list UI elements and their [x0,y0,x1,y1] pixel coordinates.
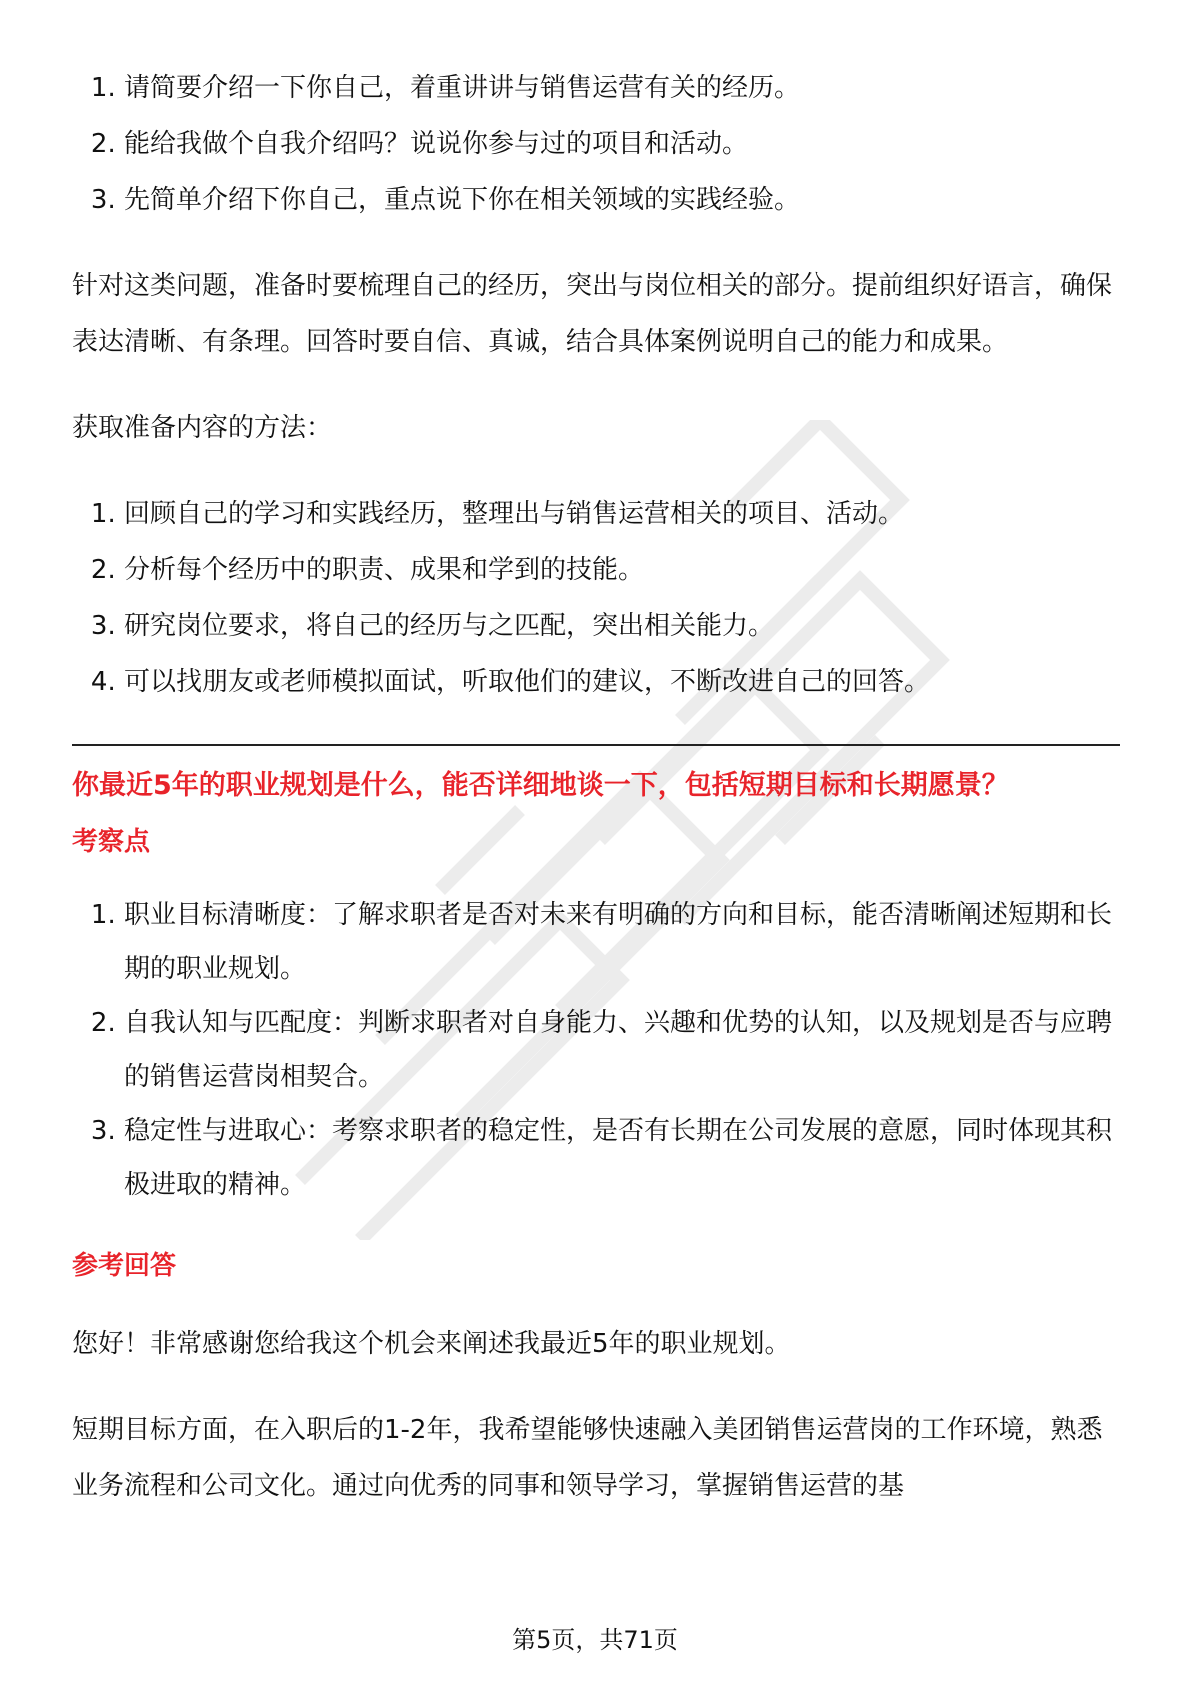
page-number-footer: 第5页，共71页 [512,1626,678,1654]
main-content [72,60,1120,1514]
answer-paragraph: 您好！非常感谢您给我这个机会来阐述我最近5年的职业规划。 [72,1329,791,1359]
list-item: 1. 回顾自己的学习和实践经历，整理出与销售运营相关的项目、活动。 [124,486,1120,542]
answer-heading: 参考回答 [72,1251,177,1281]
list-item: 2. 自我认知与匹配度：判断求职者对自身能力、兴趣和优势的认知，以及规划是否与应聘的销售运营岗相契合。 [124,996,1120,1104]
list-item: 3. 先简单介绍下你自己，重点说下你在相关领域的实践经验。 [124,172,1120,228]
intro-questions-list [72,60,1120,228]
answer-paragraph: 短期目标方面，在入职后的1-2年，我希望能够快速融入美团销售运营岗的工作环境，熟悉业务流程和公司文化。通过向优秀的同事和领导学习，掌握销售运营的基 [72,1415,1103,1501]
list-item: 2. 能给我做个自我介绍吗？说说你参与过的项目和活动。 [124,116,1120,172]
criteria-list [72,888,1120,1212]
methods-list [72,486,1120,710]
section-divider [72,744,1120,746]
criteria-heading: 考察点 [72,827,151,857]
list-item: 2. 分析每个经历中的职责、成果和学到的技能。 [124,542,1120,598]
list-item: 1. 请简要介绍一下你自己，着重讲讲与销售运营有关的经历。 [124,60,1120,116]
list-item: 1. 职业目标清晰度：了解求职者是否对未来有明确的方向和目标，能否清晰阐述短期和长期的职业规划。 [124,888,1120,996]
interview-question-title: 你最近5年的职业规划是什么，能否详细地谈一下，包括短期目标和长期愿景？ [72,770,1009,801]
methods-heading: 获取准备内容的方法： [72,413,333,443]
list-item: 4. 可以找朋友或老师模拟面试，听取他们的建议，不断改进自己的回答。 [124,654,1120,710]
list-item: 3. 研究岗位要求，将自己的经历与之匹配，突出相关能力。 [124,598,1120,654]
list-item: 3. 稳定性与进取心：考察求职者的稳定性，是否有长期在公司发展的意愿，同时体现其积极进取的精神。 [124,1104,1120,1212]
advice-paragraph: 针对这类问题，准备时要梳理自己的经历，突出与岗位相关的部分。提前组织好语言，确保表达清晰、有条理。回答时要自信、真诚，结合具体案例说明自己的能力和成果。 [72,271,1113,357]
